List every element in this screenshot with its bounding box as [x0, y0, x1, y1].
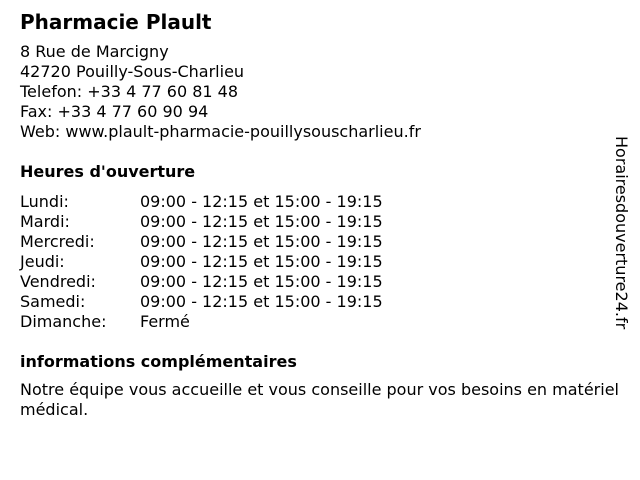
- day-hours: 09:00 - 12:15 et 15:00 - 19:15: [140, 192, 383, 211]
- fax-number: Fax: +33 4 77 60 90 94: [20, 102, 209, 121]
- day-hours: Fermé: [140, 312, 190, 331]
- phone-number: Telefon: +33 4 77 60 81 48: [20, 82, 239, 101]
- info-text: Notre équipe vous accueille et vous conseille pour vos besoins en matériel médical.: [20, 380, 619, 419]
- hours-row-mardi: [20, 212, 620, 232]
- side-watermark: Horairesdouverture24.fr: [612, 136, 631, 330]
- day-label: Jeudi:: [20, 252, 65, 271]
- day-label: Dimanche:: [20, 312, 107, 331]
- address-city: 42720 Pouilly-Sous-Charlieu: [20, 62, 245, 81]
- pharmacy-card: [20, 8, 620, 420]
- pharmacy-name: Pharmacie Plault: [20, 10, 212, 34]
- day-hours: 09:00 - 12:15 et 15:00 - 19:15: [140, 232, 383, 251]
- hours-table: [20, 192, 620, 332]
- hours-row-samedi: [20, 292, 620, 312]
- day-label: Lundi:: [20, 192, 69, 211]
- hours-row-mercredi: [20, 232, 620, 252]
- day-hours: 09:00 - 12:15 et 15:00 - 19:15: [140, 272, 383, 291]
- day-label: Samedi:: [20, 292, 86, 311]
- address-street: 8 Rue de Marcigny: [20, 42, 169, 61]
- contact-block: [20, 42, 620, 142]
- day-hours: 09:00 - 12:15 et 15:00 - 19:15: [140, 212, 383, 231]
- day-hours: 09:00 - 12:15 et 15:00 - 19:15: [140, 252, 383, 271]
- hours-row-vendredi: [20, 272, 620, 292]
- day-hours: 09:00 - 12:15 et 15:00 - 19:15: [140, 292, 383, 311]
- hours-row-jeudi: [20, 252, 620, 272]
- info-heading: informations complémentaires: [20, 352, 297, 371]
- day-label: Mercredi:: [20, 232, 95, 251]
- hours-row-dimanche: [20, 312, 620, 332]
- hours-heading: Heures d'ouverture: [20, 162, 196, 181]
- day-label: Vendredi:: [20, 272, 96, 291]
- hours-row-lundi: [20, 192, 620, 212]
- website-link[interactable]: Web: www.plault-pharmacie-pouillysouscharlieu.fr: [20, 122, 421, 141]
- day-label: Mardi:: [20, 212, 70, 231]
